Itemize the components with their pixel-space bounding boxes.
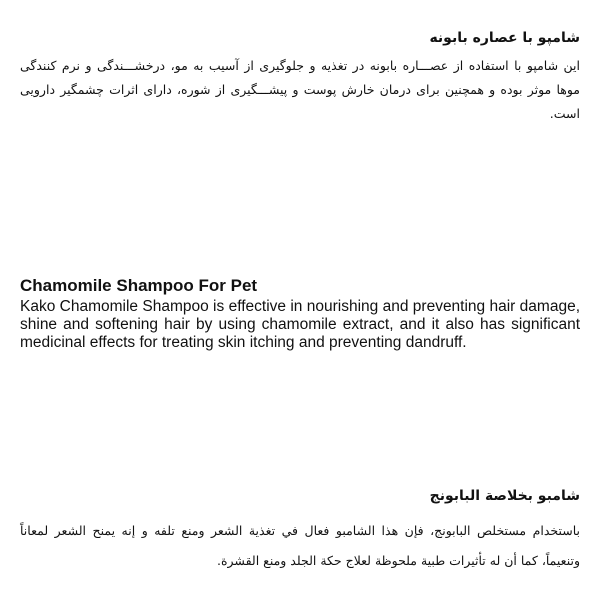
persian-title: شامپو با عصاره بابونه [429, 30, 580, 46]
arabic-section [20, 488, 580, 576]
persian-section [20, 30, 580, 126]
arabic-title: شامبو بخلاصة البابونج [429, 488, 580, 504]
english-title: Chamomile Shampoo For Pet [20, 276, 258, 295]
persian-body: این شامپو با استفاده از عصـــاره بابونه در تغذیه و جلوگیری از آسیب به مو، درخشـــندگی و نرم کنندگی موها موثر بوده و همچنین برای درمان خارش پوست و پیشـــگیری از شوره، دارای اثرات چشمگیر دارویی است. [20, 58, 580, 121]
english-body: Kako Chamomile Shampoo is effective in nourishing and preventing hair damage, shine and softening hair by using chamomile extract, and it also has significant medicinal effects for treating skin itching and preventing dandruff. [20, 298, 580, 351]
arabic-body: باستخدام مستخلص البابونج، فإن هذا الشامبو فعال في تغذية الشعر ومنع تلفه و إنه يمنح الشعر لمعاناً وتنعيماً، كما أن له تأثيرات طبية ملحوظة لعلاج حكة الجلد ومنع القشرة. [20, 523, 580, 568]
english-section [20, 276, 580, 352]
